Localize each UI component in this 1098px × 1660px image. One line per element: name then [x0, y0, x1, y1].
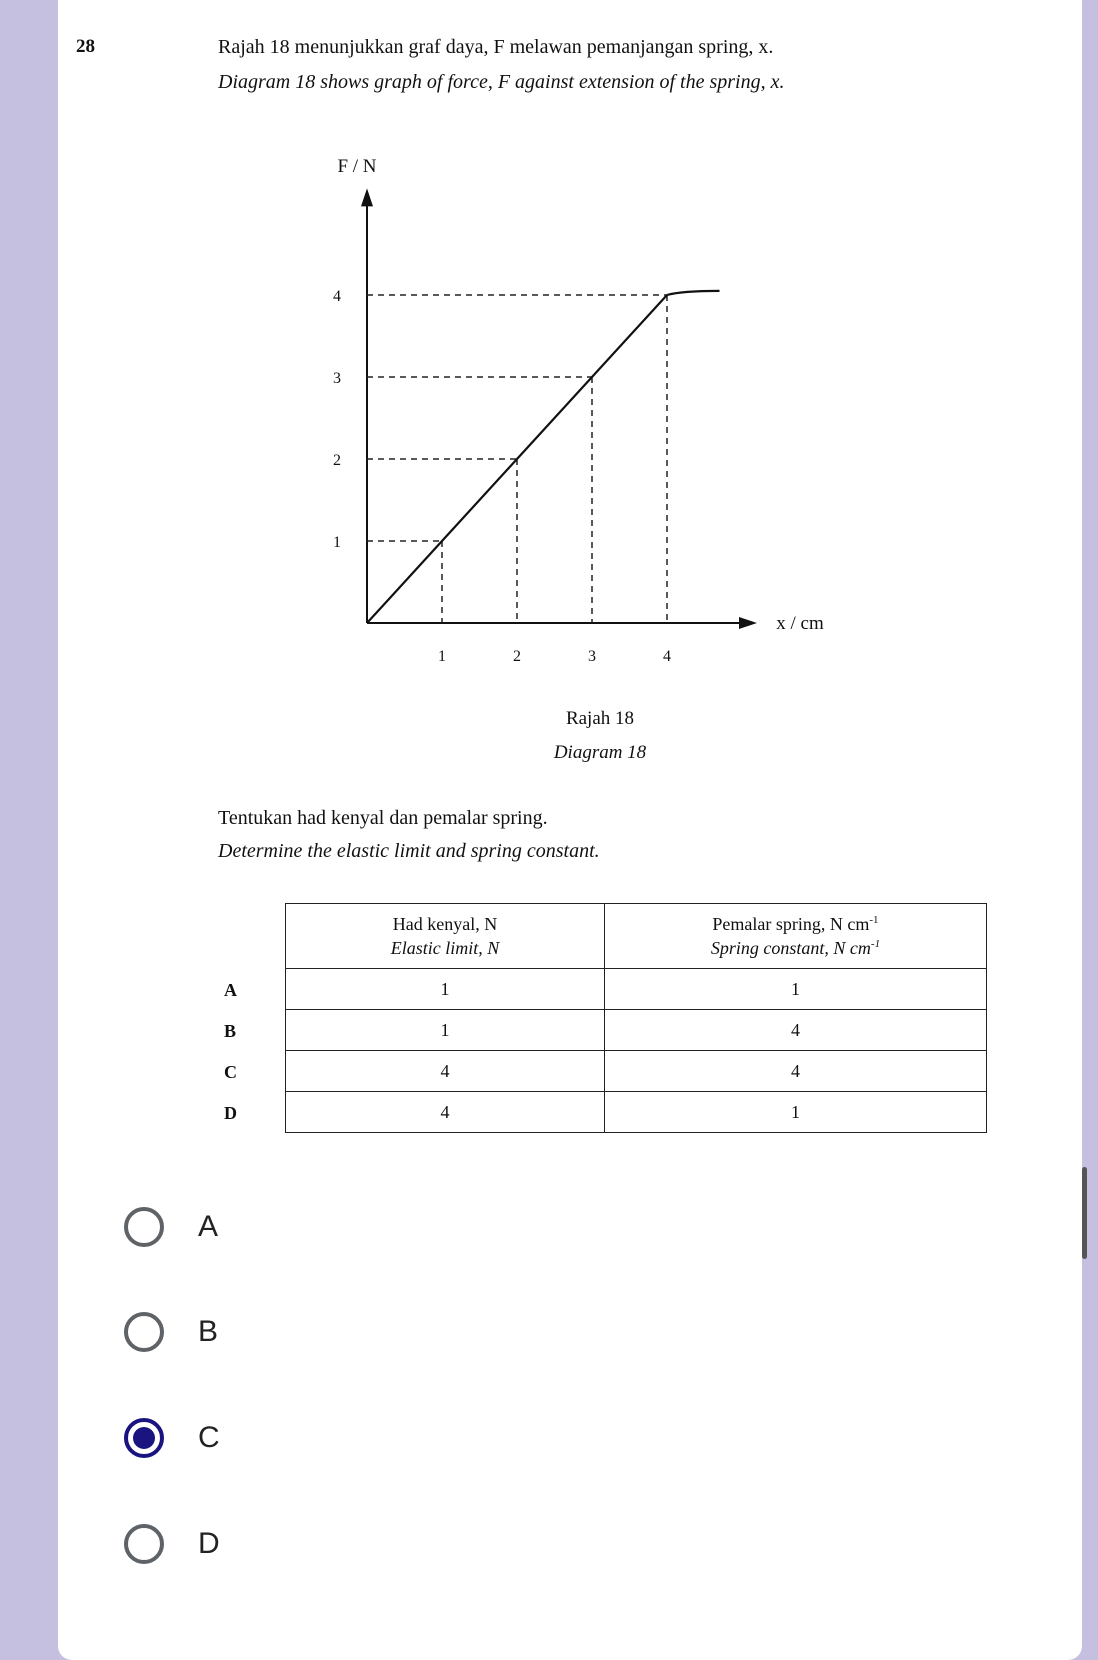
choice-c[interactable] [124, 1412, 220, 1464]
radio-selected-icon[interactable] [124, 1418, 164, 1458]
radio-unselected-icon[interactable] [124, 1207, 164, 1247]
y-tick-label: 2 [333, 452, 341, 469]
header-spring-constant [605, 904, 987, 969]
elastic-cell: 1 [286, 1010, 605, 1051]
x-tick-label: 4 [663, 648, 671, 665]
y-axis-label: F / N [337, 156, 377, 177]
scrollbar-thumb[interactable] [1082, 1167, 1087, 1259]
x-tick-label: 3 [588, 648, 596, 665]
choice-label[interactable]: B [198, 1315, 219, 1348]
question-number: 28 [76, 36, 95, 57]
choice-label[interactable]: A [198, 1210, 219, 1243]
caption-ms: Rajah 18 [565, 708, 635, 729]
options-table [285, 903, 987, 1133]
header-elastic-en: Elastic limit, N [390, 938, 500, 958]
table-row [286, 969, 987, 1010]
row-label-b: B [224, 1021, 237, 1041]
table-row [286, 1092, 987, 1133]
instruction-ms: Tentukan had kenyal dan pemalar spring. [218, 807, 548, 829]
choice-a[interactable] [124, 1201, 218, 1253]
x-tick-label: 1 [438, 648, 446, 665]
series-curve [667, 291, 720, 295]
question-text-ms: Rajah 18 menunjukkan graf daya, F melawan pemanjangan spring, x. [218, 36, 774, 58]
force-extension-graph [0, 0, 1098, 700]
x-tick-label: 2 [513, 648, 521, 665]
constant-cell: 4 [605, 1010, 987, 1051]
table-row [286, 1010, 987, 1051]
y-tick-label: 1 [333, 534, 341, 551]
x-axis-label: x / cm [776, 613, 824, 634]
constant-cell: 4 [605, 1051, 987, 1092]
instruction-en: Determine the elastic limit and spring constant. [218, 840, 600, 862]
row-label-d: D [224, 1103, 237, 1123]
radio-unselected-icon[interactable] [124, 1312, 164, 1352]
y-tick-label: 4 [333, 288, 341, 305]
elastic-cell: 4 [286, 1051, 605, 1092]
x-axis-arrow [739, 617, 757, 629]
y-axis-arrow [361, 188, 373, 206]
table-header [286, 904, 987, 969]
table-row [286, 1051, 987, 1092]
y-tick-label: 3 [333, 370, 341, 387]
choice-d[interactable] [124, 1518, 220, 1570]
header-constant-en: Spring constant, N $cm^{-1}$ [710, 938, 881, 958]
header-constant-ms: Pemalar spring, N $cm^{-1}$ [712, 913, 879, 934]
header-elastic-limit [286, 904, 605, 969]
choice-label[interactable]: C [198, 1421, 220, 1454]
constant-cell: 1 [605, 1092, 987, 1133]
elastic-cell: 1 [286, 969, 605, 1010]
row-label-c: C [224, 1062, 237, 1082]
row-label-a: A [224, 980, 237, 1000]
question-text-en: Diagram 18 shows graph of force, F against extension of the spring, x. [218, 71, 785, 93]
radio-unselected-icon[interactable] [124, 1524, 164, 1564]
constant-cell: 1 [605, 969, 987, 1010]
header-elastic-ms: Had kenyal, N [392, 913, 498, 934]
choice-label[interactable]: D [198, 1527, 220, 1560]
choice-b[interactable] [124, 1306, 218, 1358]
caption-en: Diagram 18 [553, 742, 647, 763]
elastic-cell: 4 [286, 1092, 605, 1133]
